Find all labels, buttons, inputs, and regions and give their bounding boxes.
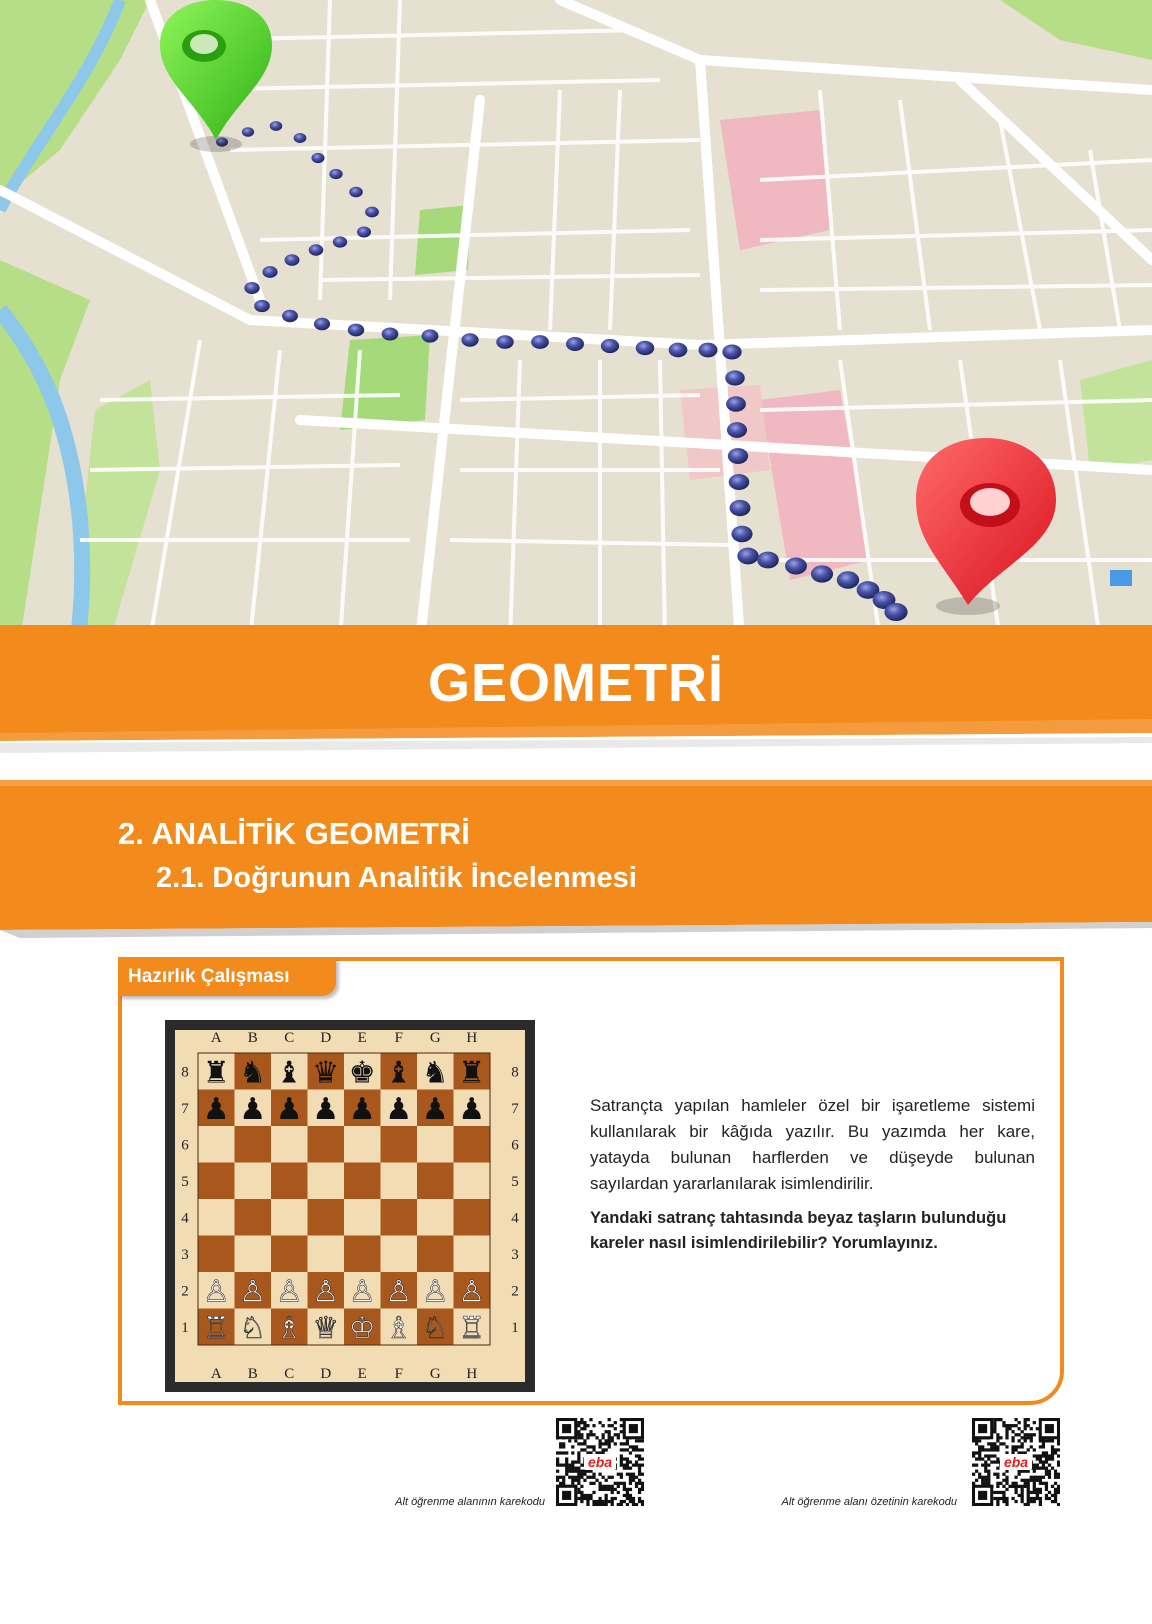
route-dot (422, 329, 439, 342)
city-map-illustration (0, 0, 1152, 640)
file-label: E (357, 1366, 367, 1382)
activity-paragraph: Satrançta yapılan hamleler özel bir işaretleme sistemi kullanılarak bir kâğıda yazılır. Bu yazımda her kare, yatayda bulunan harflerden ve düşeyde bulunan sayılardan yararlanılarak isimlendirilir. (590, 1096, 1035, 1193)
route-dot (270, 121, 283, 131)
file-label: A (210, 1030, 222, 1046)
board-square (271, 1163, 308, 1200)
file-label: G (429, 1366, 441, 1382)
rank-label: 1 (511, 1319, 519, 1336)
qr-code-icon[interactable] (556, 1418, 644, 1506)
file-label: B (247, 1030, 258, 1046)
white-chess-piece: ♙ (202, 1274, 230, 1310)
route-dot (727, 422, 747, 438)
white-chess-piece: ♙ (421, 1274, 449, 1310)
file-label: F (394, 1030, 403, 1046)
route-dot (311, 153, 324, 163)
route-dot (785, 557, 807, 574)
rank-label: 6 (511, 1137, 519, 1154)
route-dot (496, 335, 513, 349)
black-chess-piece: ♟ (312, 1091, 340, 1127)
black-chess-piece: ♟ (239, 1091, 267, 1127)
qr-code-icon[interactable] (972, 1418, 1060, 1506)
white-chess-piece: ♘ (239, 1310, 267, 1346)
board-square (271, 1199, 308, 1236)
route-dot (837, 571, 859, 588)
rank-label: 7 (181, 1100, 189, 1117)
route-dot (884, 603, 907, 621)
route-dot (244, 282, 259, 294)
file-label: C (284, 1030, 295, 1046)
board-square (381, 1163, 418, 1200)
white-chess-piece: ♙ (239, 1274, 267, 1310)
black-chess-piece: ♟ (458, 1091, 486, 1127)
route-dot (757, 552, 779, 569)
file-label: E (357, 1030, 367, 1046)
white-chess-piece: ♙ (275, 1274, 303, 1310)
board-square (308, 1199, 345, 1236)
board-square (235, 1236, 272, 1273)
route-dot (731, 526, 752, 542)
white-chess-piece: ♙ (458, 1274, 486, 1310)
file-label: G (429, 1030, 441, 1046)
route-dot (309, 244, 324, 255)
white-chess-piece: ♕ (312, 1310, 340, 1346)
board-square (271, 1236, 308, 1273)
qr-caption-2: Alt öğrenme alanı özetinin karekodu (781, 1496, 957, 1508)
board-square (454, 1126, 491, 1163)
black-chess-piece: ♟ (202, 1091, 230, 1127)
rank-label: 8 (181, 1064, 189, 1081)
route-dot (722, 344, 741, 359)
white-chess-piece: ♘ (421, 1310, 449, 1346)
route-dot (357, 227, 371, 238)
route-dot (730, 500, 751, 516)
section-heading: 2. ANALİTİK GEOMETRİ (118, 816, 470, 851)
route-dot (282, 310, 298, 322)
rank-label: 4 (181, 1210, 189, 1227)
route-dot (333, 236, 347, 247)
board-square (308, 1126, 345, 1163)
black-chess-piece: ♝ (275, 1055, 303, 1091)
route-dot (725, 370, 745, 385)
route-dot (698, 343, 717, 358)
board-square (198, 1163, 235, 1200)
file-label: H (466, 1030, 478, 1046)
route-dot (728, 448, 748, 464)
route-dot (601, 339, 619, 353)
black-chess-piece: ♚ (348, 1055, 376, 1091)
activity-question: Yandaki satranç tahtasında beyaz taşların bulunduğu kareler nasıl isimlendirilebilir? Yorumlayınız. (590, 1209, 1007, 1252)
route-dot (262, 266, 277, 278)
board-square (344, 1236, 381, 1273)
file-label: B (247, 1366, 258, 1382)
board-square (381, 1126, 418, 1163)
board-square (344, 1126, 381, 1163)
unit-title: GEOMETRİ (427, 653, 724, 713)
white-chess-piece: ♗ (385, 1310, 413, 1346)
route-dot (254, 300, 270, 312)
board-square (235, 1126, 272, 1163)
route-dot (329, 169, 342, 179)
file-label: F (394, 1366, 403, 1382)
board-square (308, 1163, 345, 1200)
board-square (417, 1163, 454, 1200)
section-subheading: 2.1. Doğrunun Analitik İncelenmesi (156, 862, 637, 894)
board-square (235, 1163, 272, 1200)
route-dot (636, 341, 655, 355)
board-square (417, 1126, 454, 1163)
board-square (454, 1236, 491, 1273)
route-dot (737, 548, 758, 565)
eba-logo: eba (1003, 1454, 1029, 1470)
black-chess-piece: ♞ (421, 1055, 449, 1091)
black-chess-piece: ♝ (385, 1055, 413, 1091)
route-dot (382, 327, 399, 340)
board-square (454, 1163, 491, 1200)
white-chess-piece: ♙ (348, 1274, 376, 1310)
rank-label: 1 (181, 1319, 189, 1336)
board-square (235, 1199, 272, 1236)
board-square (344, 1199, 381, 1236)
route-dot (566, 337, 584, 351)
white-chess-piece: ♔ (348, 1310, 376, 1346)
board-square (198, 1199, 235, 1236)
black-chess-piece: ♜ (202, 1055, 230, 1091)
white-chess-piece: ♖ (202, 1310, 230, 1346)
file-label: D (320, 1030, 332, 1046)
route-dot (531, 335, 549, 349)
file-label: D (320, 1366, 332, 1382)
chessboard (165, 1020, 535, 1392)
white-chess-piece: ♗ (275, 1310, 303, 1346)
route-dot (349, 187, 363, 198)
file-label: C (284, 1366, 295, 1382)
file-label: H (466, 1366, 478, 1382)
route-dot (461, 333, 478, 346)
route-dot (285, 254, 300, 266)
rank-label: 6 (181, 1137, 189, 1154)
file-label: A (210, 1366, 222, 1382)
black-chess-piece: ♜ (458, 1055, 486, 1091)
activity-tab-label: Hazırlık Çalışması (118, 958, 336, 996)
route-dot (726, 396, 746, 411)
black-chess-piece: ♟ (348, 1091, 376, 1127)
route-dot (348, 324, 364, 337)
black-chess-piece: ♞ (239, 1055, 267, 1091)
board-square (198, 1126, 235, 1163)
route-dot (314, 318, 330, 331)
board-square (308, 1236, 345, 1273)
rank-label: 3 (511, 1246, 519, 1263)
black-chess-piece: ♛ (312, 1055, 340, 1091)
white-chess-piece: ♖ (458, 1310, 486, 1346)
route-dot (365, 207, 379, 218)
black-chess-piece: ♟ (275, 1091, 303, 1127)
board-square (344, 1163, 381, 1200)
rank-label: 4 (511, 1210, 519, 1227)
white-chess-piece: ♙ (385, 1274, 413, 1310)
rank-label: 5 (511, 1173, 519, 1190)
board-square (454, 1199, 491, 1236)
route-dot (811, 565, 833, 582)
eba-logo: eba (587, 1454, 613, 1470)
board-square (381, 1236, 418, 1273)
black-chess-piece: ♟ (385, 1091, 413, 1127)
route-dot (669, 343, 688, 358)
qr-caption-1: Alt öğrenme alanının karekodu (395, 1496, 545, 1508)
board-square (381, 1199, 418, 1236)
board-square (417, 1199, 454, 1236)
white-chess-piece: ♙ (312, 1274, 340, 1310)
rank-label: 3 (181, 1246, 189, 1263)
route-dot (242, 127, 254, 137)
board-square (417, 1236, 454, 1273)
route-dot (294, 133, 307, 143)
board-square (198, 1236, 235, 1273)
rank-label: 2 (181, 1283, 189, 1300)
rank-label: 7 (511, 1100, 519, 1117)
black-chess-piece: ♟ (421, 1091, 449, 1127)
rank-label: 8 (511, 1064, 519, 1081)
rank-label: 2 (511, 1283, 519, 1300)
board-square (271, 1126, 308, 1163)
route-dot (729, 474, 750, 490)
rank-label: 5 (181, 1173, 189, 1190)
